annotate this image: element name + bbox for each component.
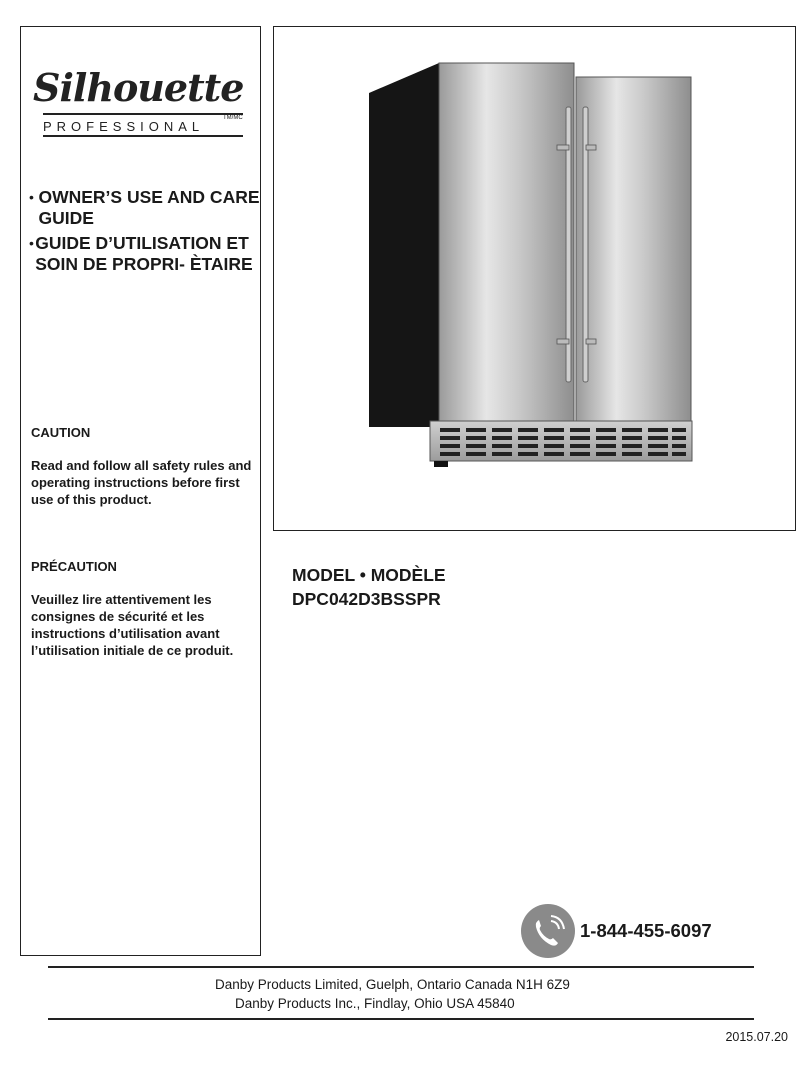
- address-usa: Danby Products Inc., Findlay, Ohio USA 45840: [235, 996, 515, 1011]
- guide-title-fr: GUIDE D’UTILISATION ET SOIN DE PROPRI- ÈTAIRE: [35, 233, 253, 274]
- brand-subtitle: PROFESSIONAL: [43, 119, 205, 134]
- guide-title-list: [29, 187, 261, 279]
- bullet-icon: •: [29, 189, 34, 205]
- model-number: DPC042D3BSSPR: [292, 589, 441, 609]
- guide-title-en: OWNER’S USE AND CARE GUIDE: [38, 187, 260, 228]
- publication-date: 2015.07.20: [725, 1030, 788, 1044]
- address-canada: Danby Products Limited, Guelph, Ontario Canada N1H 6Z9: [215, 977, 570, 992]
- handle-mount: [557, 339, 569, 344]
- handle-mount: [586, 145, 596, 150]
- phone-icon: [521, 904, 575, 958]
- guide-title-item: [29, 233, 261, 275]
- model-label: MODEL • MODÈLE: [292, 565, 446, 585]
- bullet-icon: •: [29, 235, 34, 251]
- right-door: [576, 77, 691, 423]
- precaution-text: Veuillez lire attentivement les consignes de sécurité et les instructions d’utilisation avant l’utilisation initiale de ce produit.: [31, 592, 234, 658]
- cabinet-side: [369, 63, 439, 427]
- caution-title: CAUTION: [31, 425, 91, 440]
- handle-mount: [557, 145, 569, 150]
- brand-trademark: TM/MC: [223, 115, 243, 121]
- beverage-center-illustration: [274, 27, 796, 531]
- logo-divider-bottom: [43, 135, 243, 137]
- caution-block: [31, 424, 261, 508]
- footer-divider-bottom: [48, 1018, 754, 1020]
- precaution-block: [31, 558, 261, 659]
- left-door: [439, 63, 574, 423]
- guide-title-item: [29, 187, 261, 229]
- footer-divider-top: [48, 966, 754, 968]
- caution-text: Read and follow all safety rules and operating instructions before first use of this product.: [31, 458, 252, 507]
- handle-mount: [586, 339, 596, 344]
- cover-left-panel: [20, 26, 261, 956]
- phone-glyph-icon: [521, 904, 575, 958]
- precaution-title: PRÉCAUTION: [31, 559, 117, 574]
- logo-divider-top: [43, 113, 243, 115]
- model-block: [292, 563, 446, 611]
- brand-logo-script: Silhouette: [33, 65, 244, 110]
- product-image-frame: [273, 26, 796, 531]
- cabinet-foot: [434, 461, 448, 467]
- support-phone-number: 1-844-455-6097: [580, 920, 712, 941]
